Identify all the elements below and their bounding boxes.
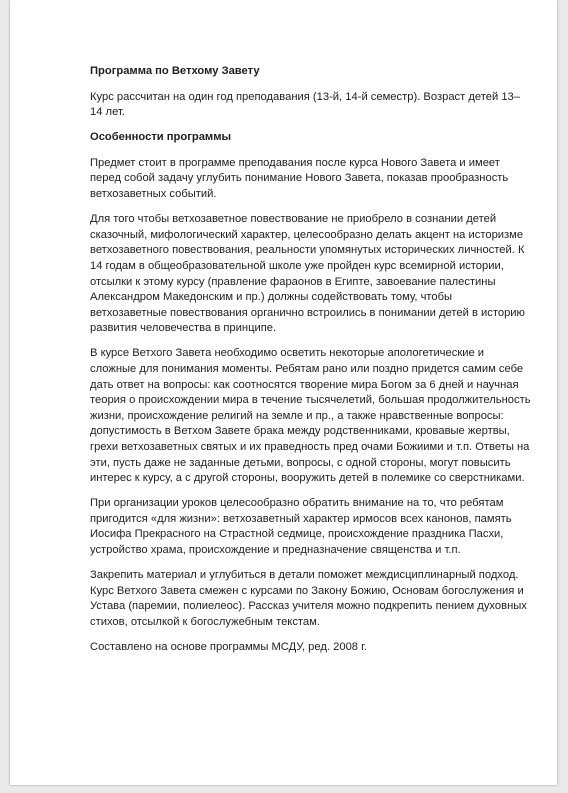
paragraph-goal: Предмет стоит в программе преподавания после курса Нового Завета и имеет перед собой задачу углубить понимание Нового Завета, показав прообразность ветхозаветных событий. bbox=[90, 156, 509, 201]
paragraph-interdisciplinary: Закрепить материал и углубиться в детали поможет междисциплинарный подход. Курс Ветхого Завета смежен с курсами по Закону Божию, Основам богослужения и Устава (паремии, полиелеос). Рассказ учителя можно подкрепить пением духовных стихов, отсылкой к богослужебным текстам. bbox=[90, 569, 527, 628]
paragraph-source-note: Составлено на основе программы МСДУ, ред. 2008 г. bbox=[90, 641, 367, 653]
intro-paragraph: Курс рассчитан на один год преподавания (13-й, 14-й семестр). Возраст детей 13–14 лет. bbox=[90, 90, 520, 119]
document-title: Программа по Ветхому Завету bbox=[90, 65, 260, 77]
section-heading: Особенности программы bbox=[90, 131, 232, 144]
document-body bbox=[90, 64, 531, 665]
paragraph-historicity: Для того чтобы ветхозаветное повествование не приобрело в сознании детей сказочный, мифологический характер, целесообразно делать акцент на историзме ветхозаветного повествования, реальности упомянутых исторических личностей. К 14 годам в общеобразовательной школе уже пройден курс всемирной истории, отсылки к этому курсу (правление фараонов в Египте, завоевание палестины Александром Македонским и пр.) должны содействовать тому, чтобы ветхозаветные повествования органично встроились в понимании детей в историю развития человечества в принципе. bbox=[90, 213, 525, 335]
document-page bbox=[10, 0, 557, 785]
paragraph-apologetics: В курсе Ветхого Завета необходимо осветить некоторые апологетические и сложные для понимания моменты. Ребятам рано или поздно придется самим себе дать ответ на вопросы: как соотносятся творение мира Богом за 6 дней и научная теория о происхождении мира в течение тысячелетий, большая продолжительность жизни, происхождение религий на земле и пр., а также нравственные вопросы: допустимость в Ветхом Завете брака между родственниками, кровавые жертвы, грехи ветхозаветных святых и их праведность пред очами Божиими и т.п. Ответы на эти, пусть даже не заданные детьми, вопросы, с одной стороны, могут повысить интерес к курсу, а с другой стороны, вооружить детей в полемике со сверстниками. bbox=[90, 347, 531, 485]
paragraph-lesson-organization: При организации уроков целесообразно обратить внимание на то, что ребятам пригодится «для жизни»: ветхозаветный характер ирмосов всех канонов, память Иосифа Прекрасного на Страстной седмице, происхождение праздника Пасхи, устройство храма, происхождение и предназначение священства и т.п. bbox=[90, 497, 512, 557]
